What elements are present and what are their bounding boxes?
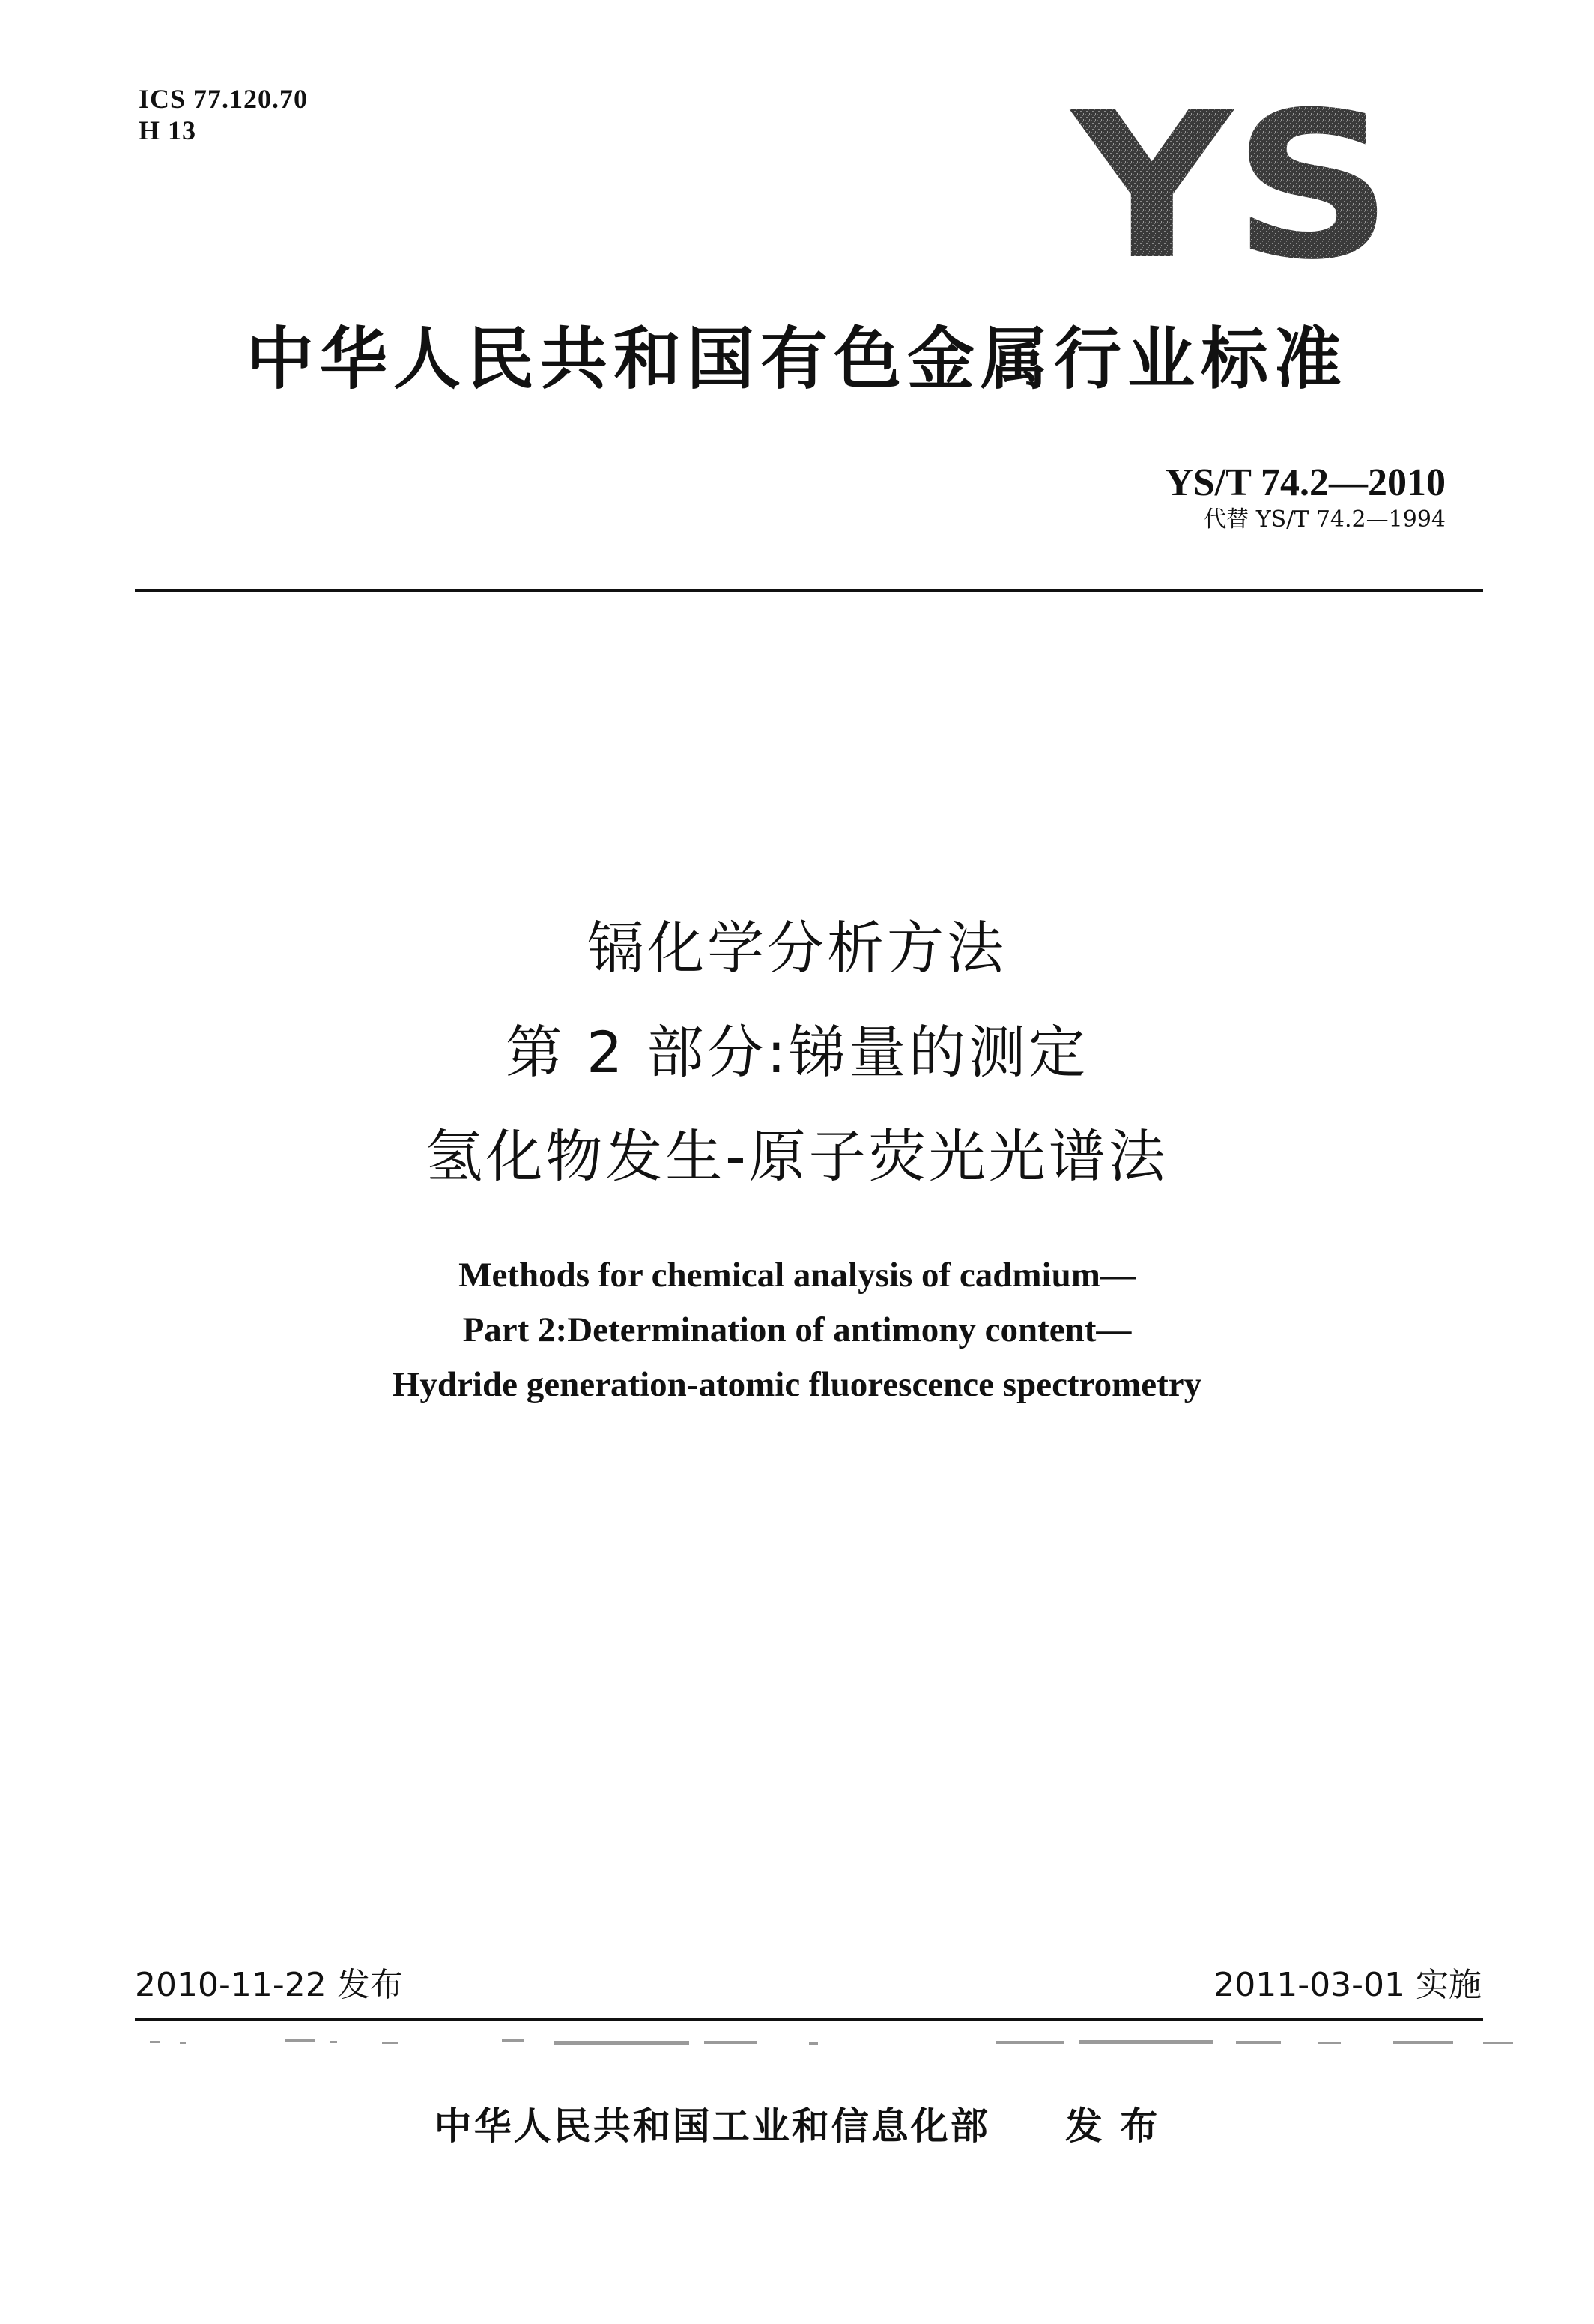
issuer-action: 发 布 (1064, 2104, 1160, 2148)
issuer-name: 中华人民共和国工业和信息化部 (434, 2104, 990, 2148)
english-title-line-2: Part 2:Determination of antimony content— (462, 1310, 1132, 1349)
header-divider (135, 589, 1483, 592)
standard-number: YS/T 74.2—2010 (1165, 462, 1446, 504)
issuing-authority (0, 2102, 1594, 2150)
chinese-title-line-2: 第 2 部分:锑量的测定 (505, 1019, 1089, 1086)
issue-date: 2010-11-22 发布 (135, 1966, 403, 2004)
footer-divider (135, 2018, 1483, 2021)
chinese-title-line-1: 镉化学分析方法 (587, 915, 1007, 981)
standard-category-title: 中华人民共和国有色金属行业标准 (246, 320, 1348, 399)
scan-noise (135, 2032, 1594, 2054)
ys-logo (1067, 97, 1397, 270)
logo-text: YS (1067, 97, 1393, 270)
ics-code: ICS 77.120.70 (139, 84, 309, 114)
ccs-code: H 13 (139, 115, 197, 145)
english-title-line-3: Hydride generation-atomic fluorescence spectrometry (392, 1365, 1202, 1404)
english-title-line-1: Methods for chemical analysis of cadmium— (458, 1256, 1136, 1295)
replaces-standard: 代替 YS/T 74.2—1994 (1204, 506, 1446, 533)
chinese-title-line-3: 氢化物发生-原子荧光光谱法 (425, 1123, 1169, 1190)
implementation-date: 2011-03-01 实施 (1213, 1966, 1482, 2004)
